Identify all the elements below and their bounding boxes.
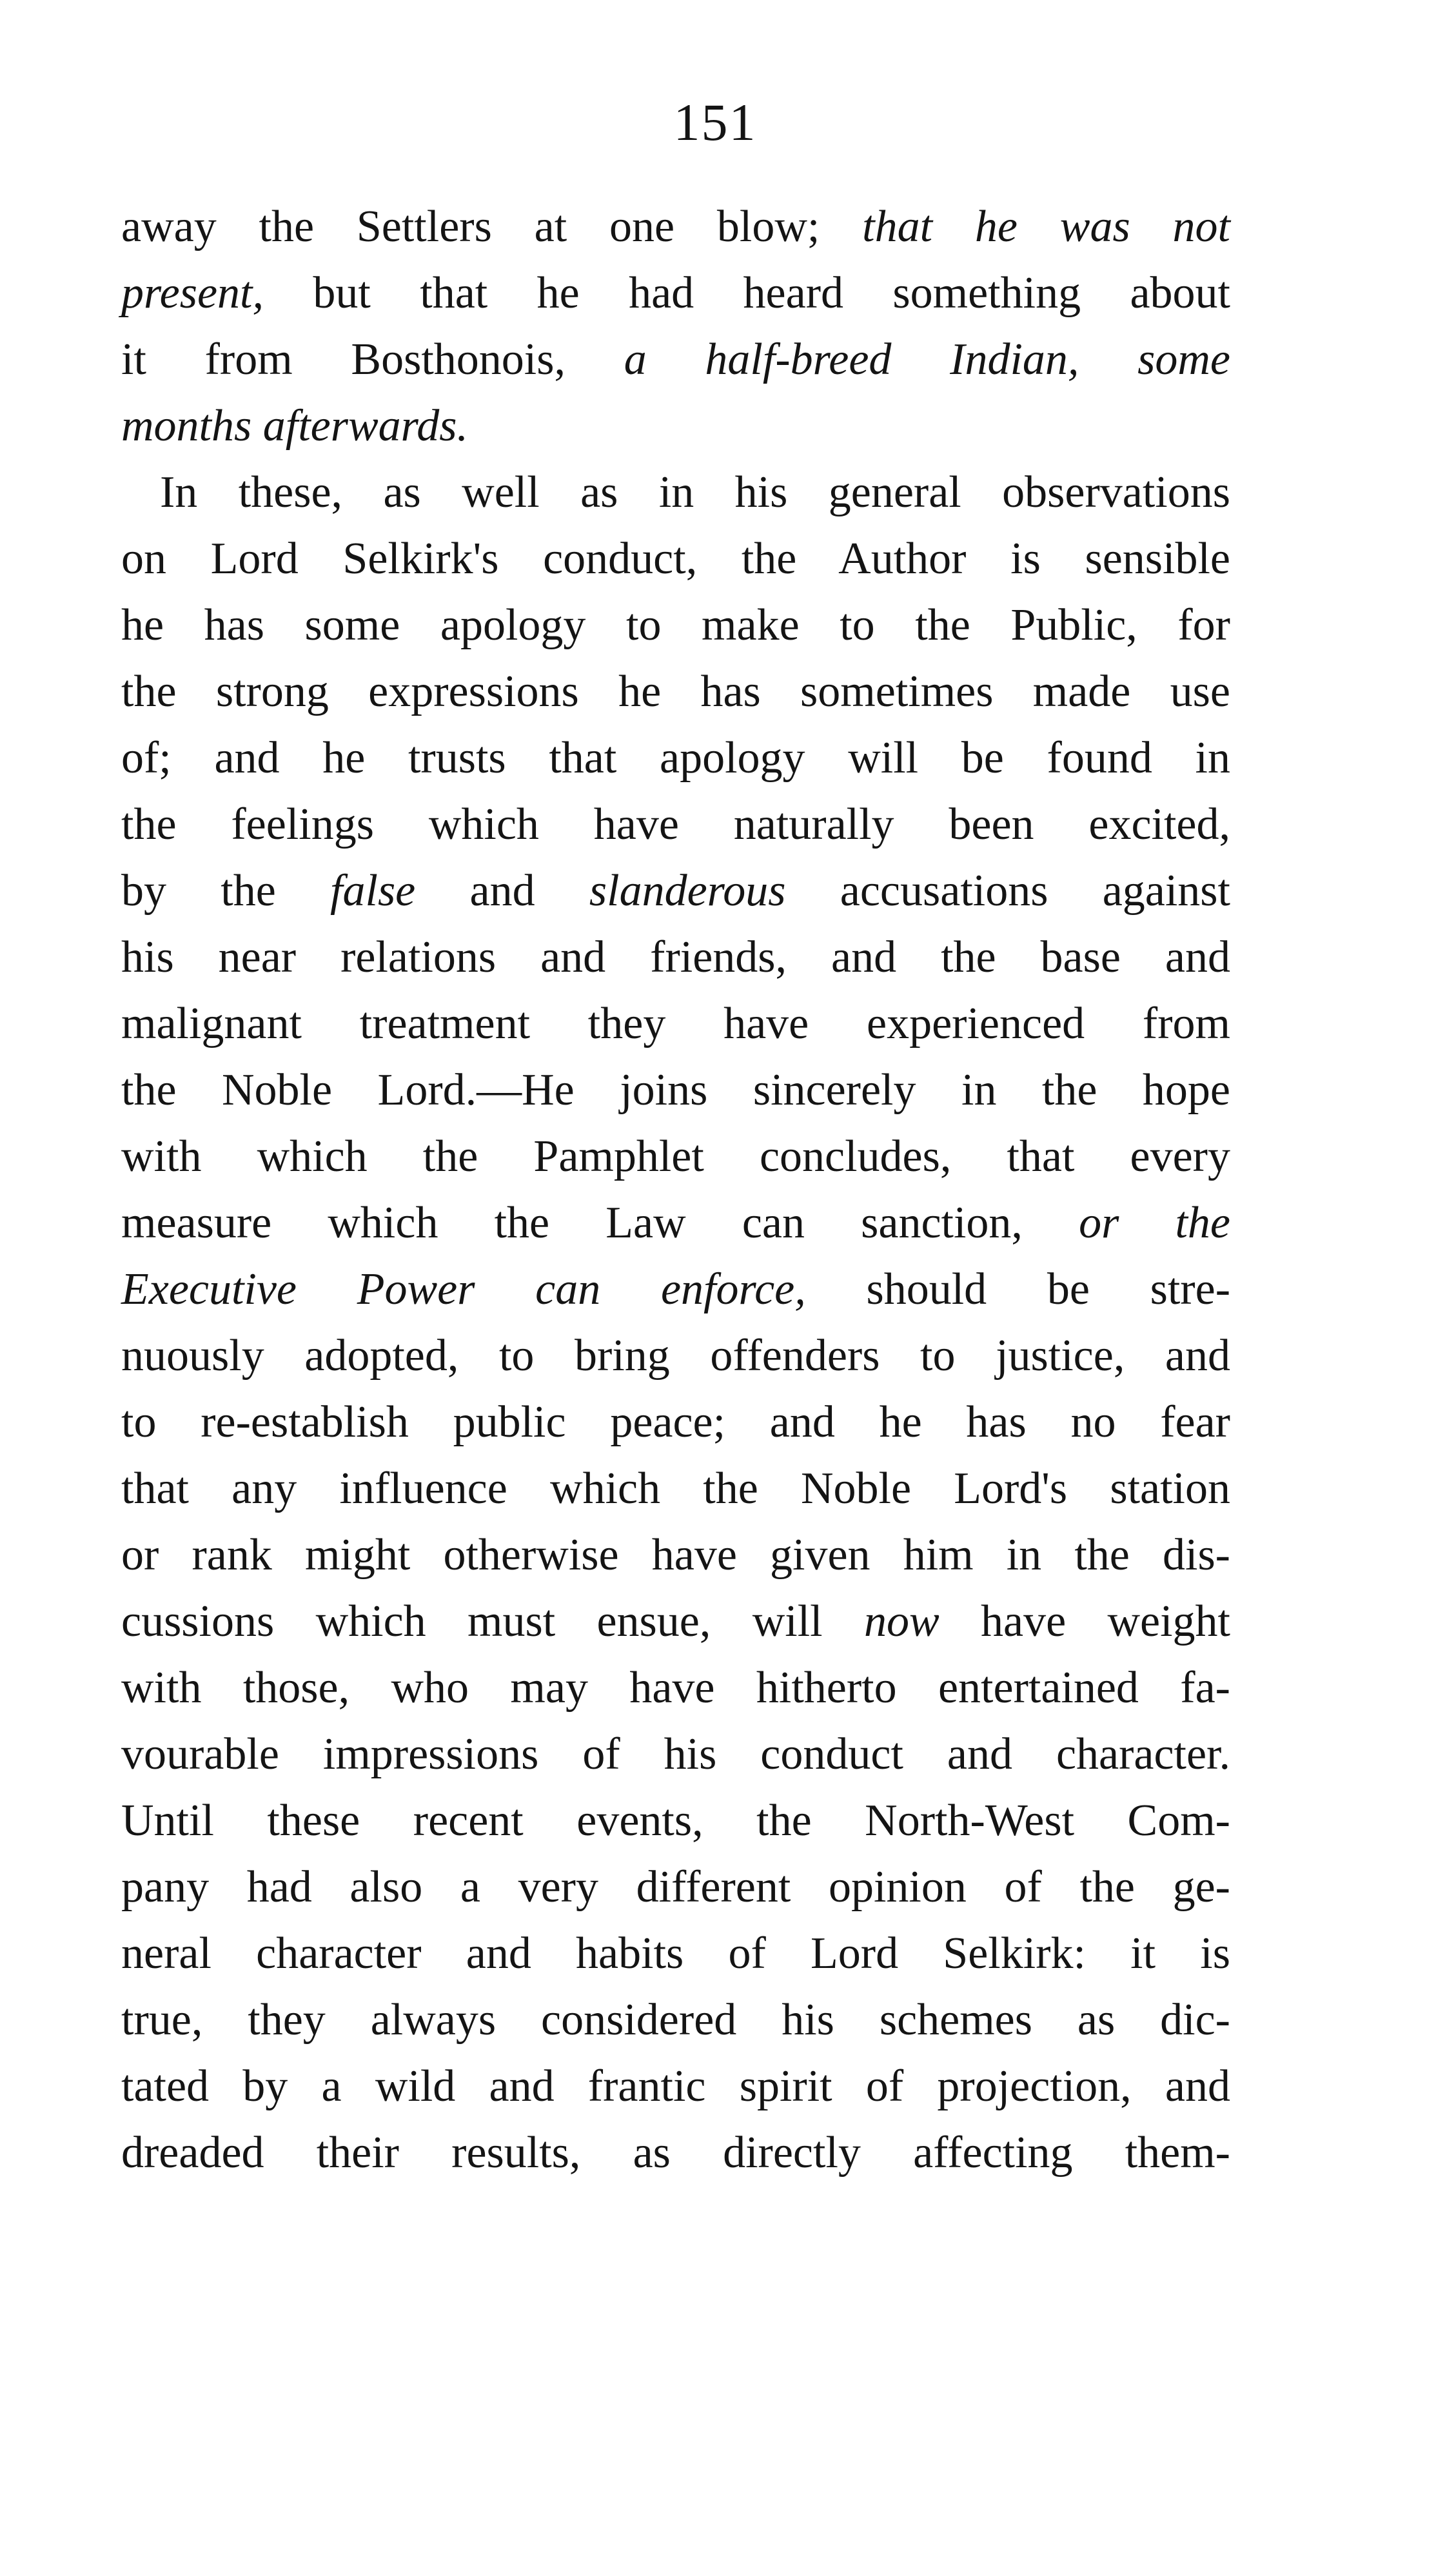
text-run: the Noble Lord.—He joins sincerely in the hope	[121, 1065, 1230, 1115]
text-run: on Lord Selkirk's conduct, the Author is sensible	[121, 534, 1230, 584]
text-run: or rank might otherwise have given him in the dis-	[121, 1530, 1230, 1580]
text-line	[121, 1987, 1230, 2053]
text-line	[121, 193, 1230, 260]
text-run: accusations against	[785, 866, 1230, 916]
text-run: neral character and habits of Lord Selkirk: it is	[121, 1929, 1230, 1978]
text-line	[121, 393, 1230, 459]
text-run: vourable impressions of his conduct and character.	[121, 1729, 1230, 1779]
text-run: of; and he trusts that apology will be found in	[121, 733, 1230, 783]
italic-text: or the	[1079, 1198, 1230, 1248]
text-line	[121, 1190, 1230, 1256]
text-run: have weight	[939, 1597, 1230, 1646]
text-line	[121, 1057, 1230, 1123]
text-line	[121, 858, 1230, 924]
body-text	[121, 193, 1230, 2186]
text-line	[121, 1854, 1230, 1920]
text-line	[121, 1920, 1230, 1987]
text-line	[121, 260, 1230, 326]
text-run: dreaded their results, as directly affecting them-	[121, 2128, 1230, 2178]
text-run: away the Settlers at one blow;	[121, 202, 863, 251]
text-line	[121, 725, 1230, 791]
text-line	[121, 1389, 1230, 1455]
text-run: cussions which must ensue, will	[121, 1597, 864, 1646]
text-line	[121, 2053, 1230, 2119]
italic-text: present,	[121, 268, 264, 318]
text-line	[121, 1655, 1230, 1721]
text-line	[121, 1323, 1230, 1389]
text-line	[121, 1721, 1230, 1787]
text-line	[121, 2119, 1230, 2186]
text-line	[121, 924, 1230, 990]
text-run: nuously adopted, to bring offenders to justice, and	[121, 1331, 1230, 1381]
text-line	[121, 1522, 1230, 1588]
italic-text: months afterwards.	[121, 401, 469, 451]
text-run: Until these recent events, the North-West Com-	[121, 1796, 1230, 1845]
text-line	[121, 990, 1230, 1057]
text-run: and	[415, 866, 589, 916]
text-run: should be stre-	[805, 1264, 1230, 1314]
text-run: tated by a wild and frantic spirit of projection, and	[121, 2061, 1230, 2111]
text-line	[121, 1256, 1230, 1323]
text-run: true, they always considered his schemes as dic-	[121, 1995, 1230, 2045]
text-run: it from Bosthonois,	[121, 335, 624, 384]
text-run: with which the Pamphlet concludes, that every	[121, 1132, 1230, 1181]
text-run: In these, as well as in his general observations	[160, 467, 1230, 517]
text-run: that any influence which the Noble Lord's station	[121, 1464, 1230, 1513]
text-run: the strong expressions he has sometimes made use	[121, 667, 1230, 716]
text-run: by the	[121, 866, 331, 916]
text-line	[121, 459, 1230, 526]
text-run: he has some apology to make to the Public, for	[121, 600, 1230, 650]
italic-text: now	[863, 1597, 940, 1646]
text-run: malignant treatment they have experienced from	[121, 999, 1230, 1048]
text-run: with those, who may have hitherto entertained fa-	[121, 1663, 1230, 1713]
text-line	[121, 1455, 1230, 1522]
text-line	[121, 658, 1230, 725]
italic-text: Executive Power can enforce,	[121, 1264, 806, 1314]
text-run: but that he had heard something about	[263, 268, 1230, 318]
text-run: measure which the Law can sanction,	[121, 1198, 1079, 1248]
text-line	[121, 791, 1230, 858]
text-line	[121, 1588, 1230, 1655]
page-number	[0, 90, 1456, 155]
text-run: his near relations and friends, and the base and	[121, 932, 1230, 982]
text-line	[121, 526, 1230, 592]
text-line	[121, 1123, 1230, 1190]
italic-text: false	[330, 866, 416, 916]
text-line	[121, 592, 1230, 658]
text-run: to re-establish public peace; and he has no fear	[121, 1397, 1230, 1447]
page-number-text: 151	[673, 93, 757, 152]
text-line	[121, 1787, 1230, 1854]
italic-text: a half-breed Indian, some	[624, 335, 1230, 384]
italic-text: that he was not	[862, 202, 1230, 251]
text-run: pany had also a very different opinion of the ge-	[121, 1862, 1230, 1912]
text-run: the feelings which have naturally been excited,	[121, 800, 1230, 849]
italic-text: slanderous	[589, 866, 786, 916]
text-line	[121, 326, 1230, 393]
